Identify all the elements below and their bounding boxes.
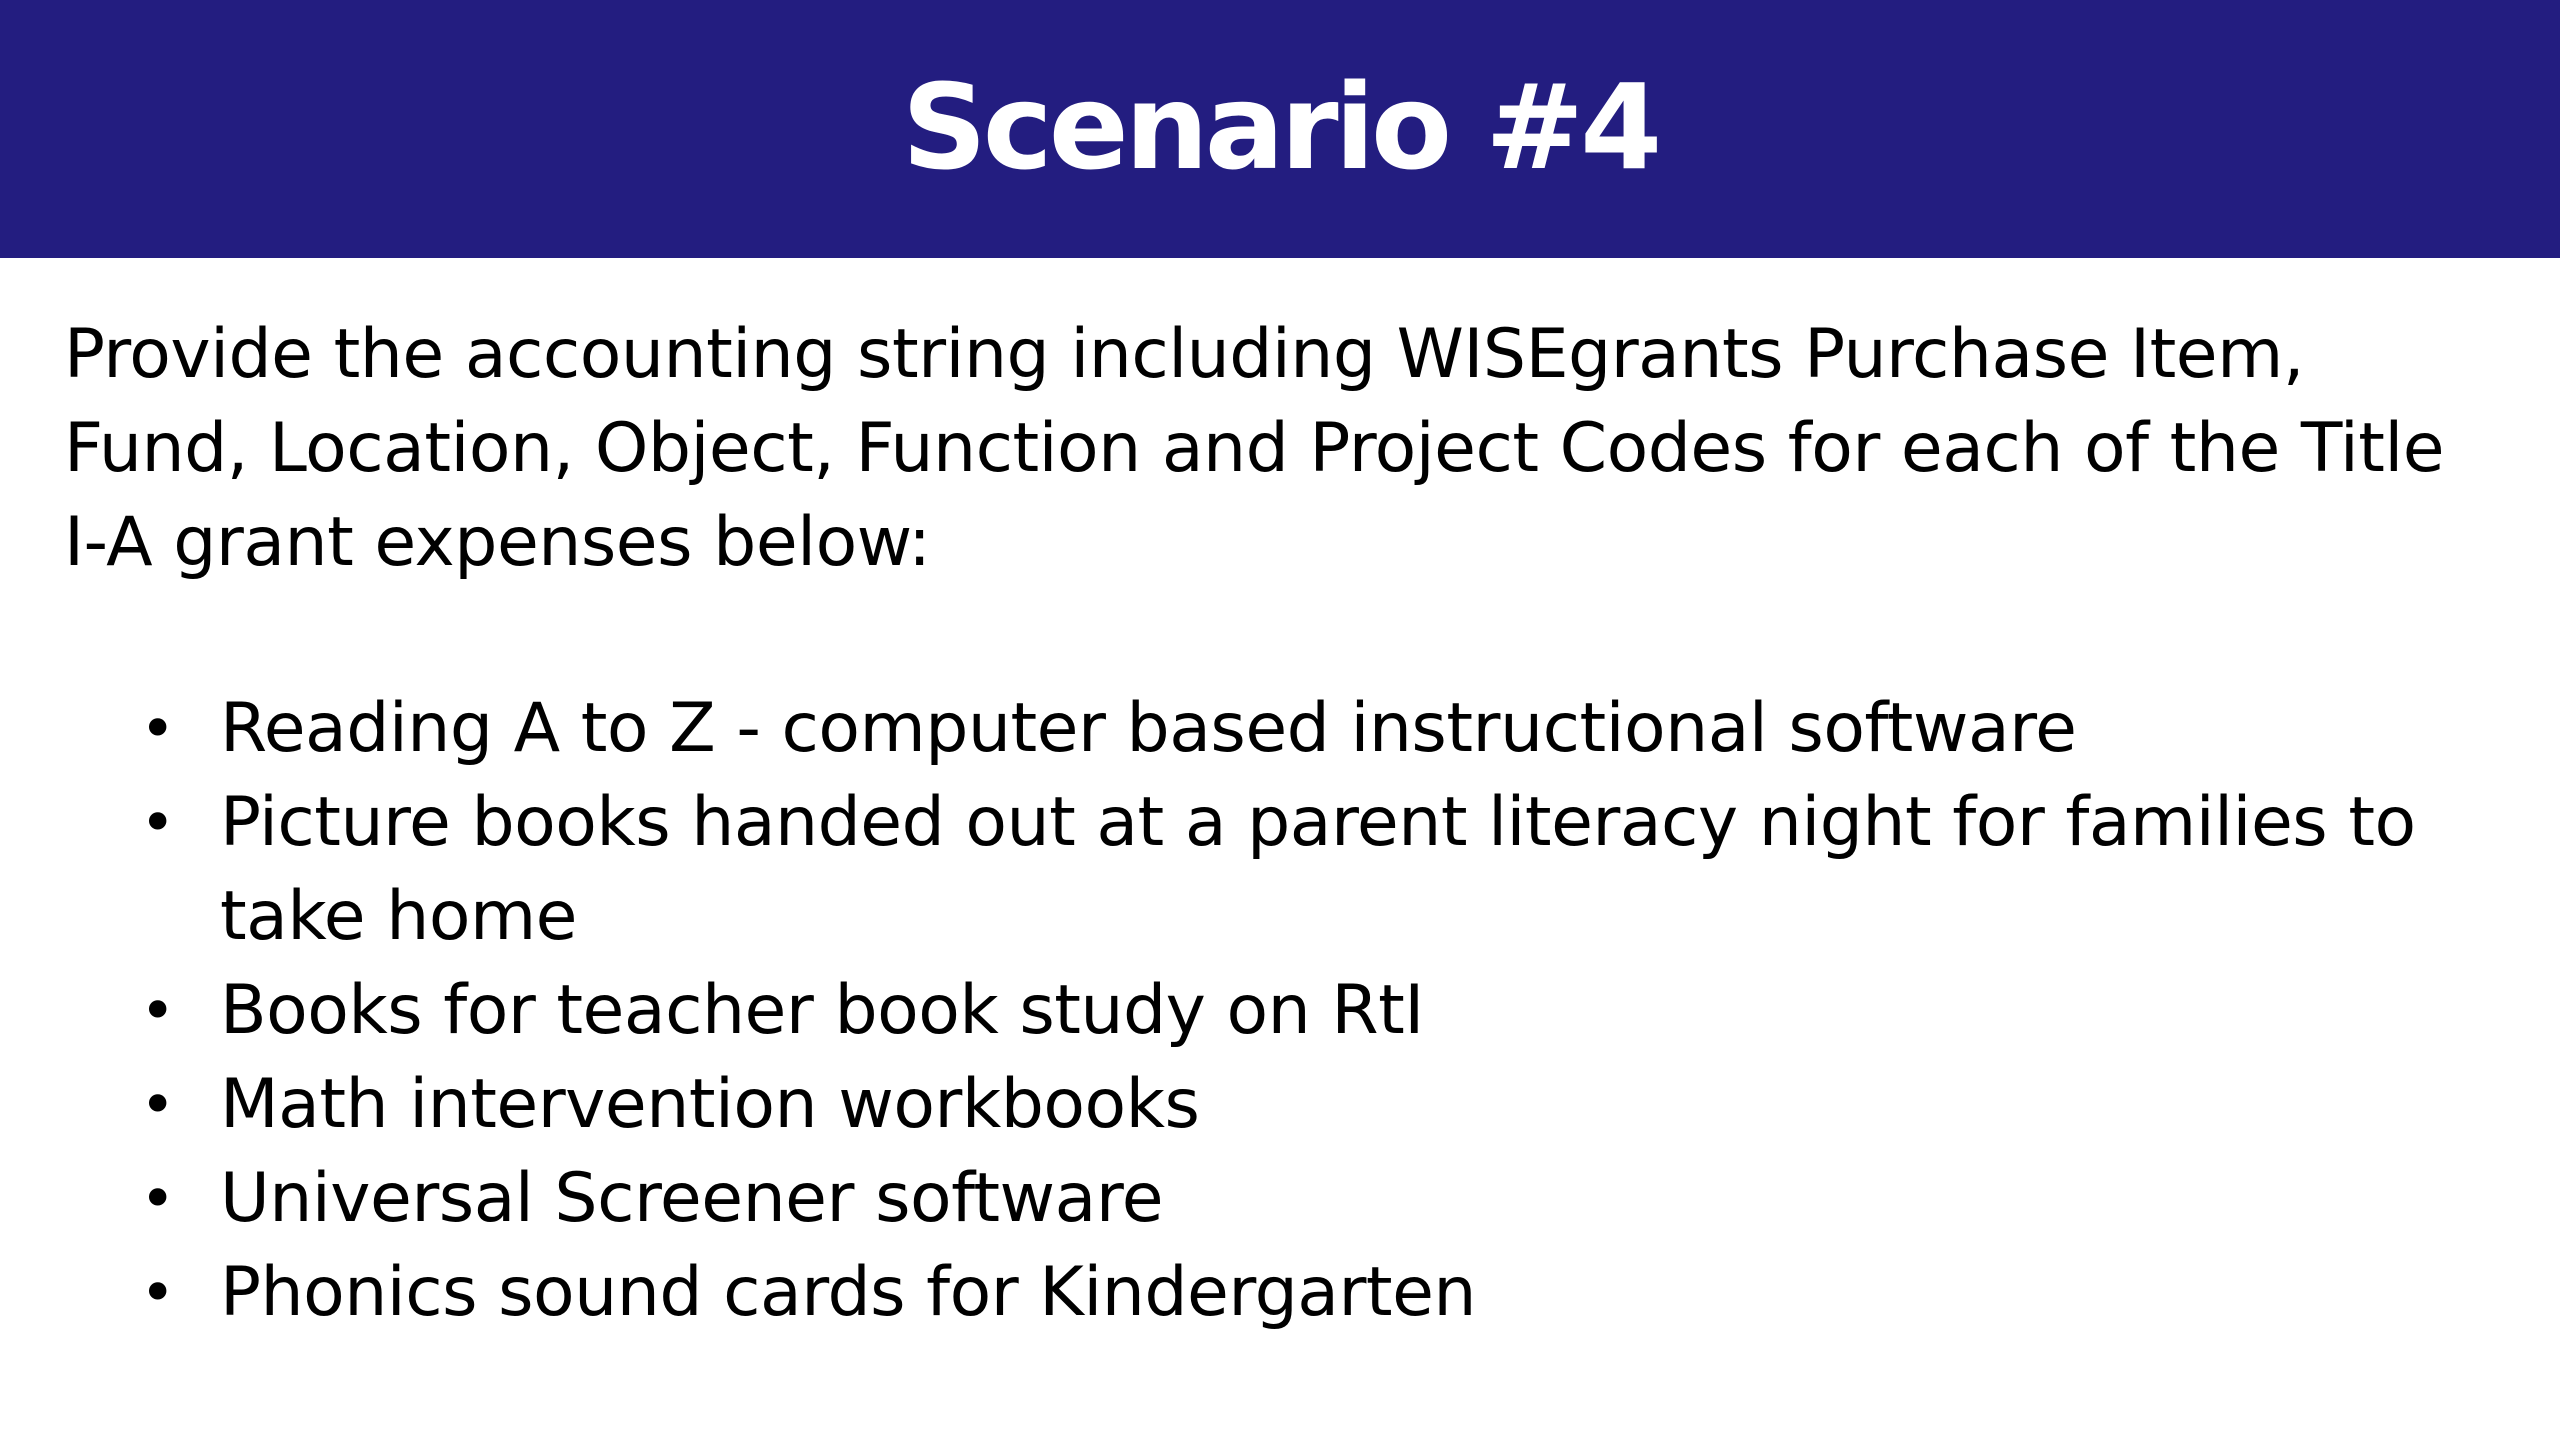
slide-title: Scenario #4 bbox=[901, 58, 1659, 196]
list-item bbox=[64, 776, 2504, 964]
slide-body bbox=[64, 308, 2504, 1340]
list-item bbox=[64, 964, 2504, 1058]
title-banner bbox=[0, 0, 2560, 258]
bullet-icon: • bbox=[140, 976, 175, 1046]
bullet-icon: • bbox=[140, 694, 175, 764]
list-item-text: Math intervention workbooks bbox=[220, 1065, 1200, 1144]
list-item-text: Picture books handed out at a parent literacy night for families to take home bbox=[220, 783, 2416, 956]
bullet-icon: • bbox=[140, 1164, 175, 1234]
bullet-icon: • bbox=[140, 1070, 175, 1140]
list-item bbox=[64, 682, 2504, 776]
list-item-text: Universal Screener software bbox=[220, 1159, 1164, 1238]
intro-paragraph: Provide the accounting string including WISEgrants Purchase Item, Fund, Location, Object, Function and Project Codes for each of the Title I-A grant expenses below: bbox=[64, 315, 2445, 582]
bullet-icon: • bbox=[140, 788, 175, 858]
expense-list bbox=[64, 682, 2504, 1340]
list-item-text: Reading A to Z - computer based instructional software bbox=[220, 689, 2077, 768]
bullet-icon: • bbox=[140, 1258, 175, 1328]
list-item bbox=[64, 1058, 2504, 1152]
list-item-text: Phonics sound cards for Kindergarten bbox=[220, 1253, 1477, 1332]
list-item-text: Books for teacher book study on RtI bbox=[220, 971, 1424, 1050]
list-item bbox=[64, 1152, 2504, 1246]
list-item bbox=[64, 1246, 2504, 1340]
